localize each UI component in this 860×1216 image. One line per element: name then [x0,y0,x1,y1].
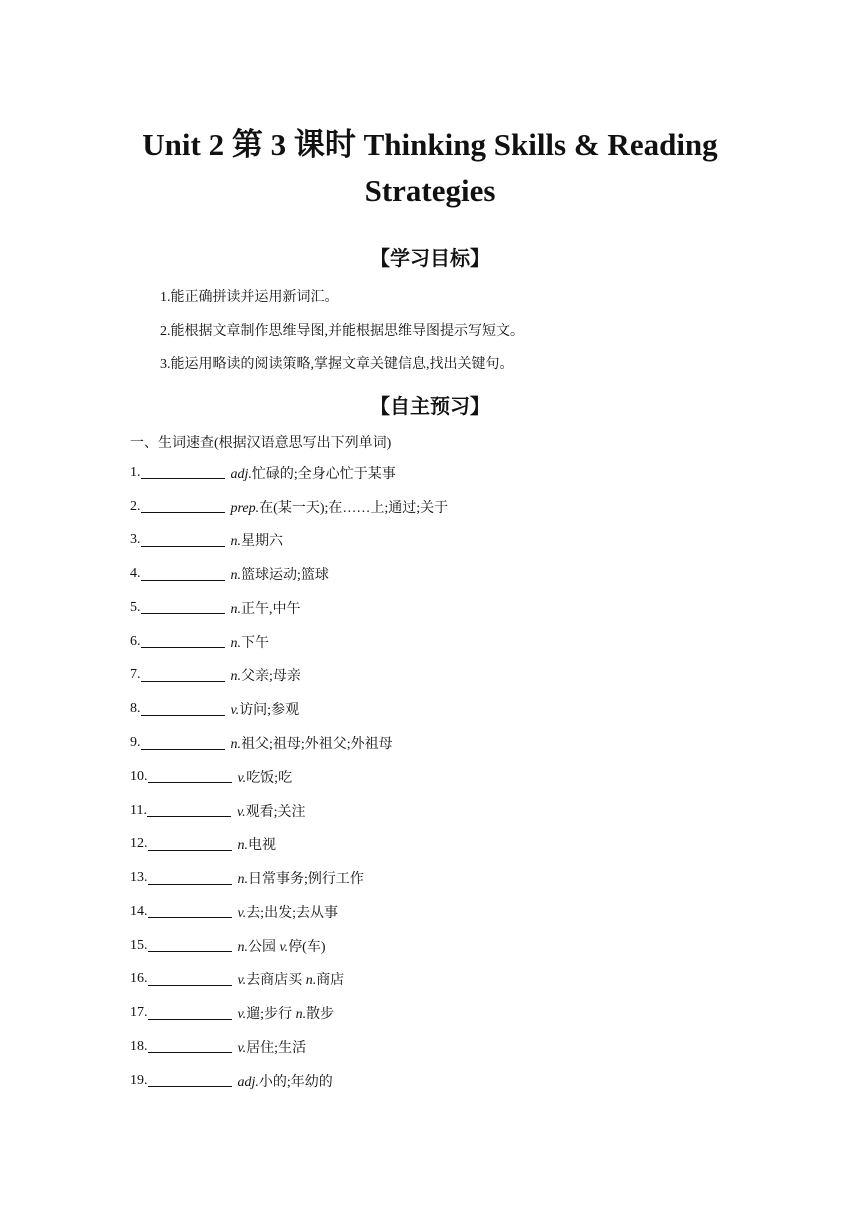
vocab-meaning [231,463,396,483]
vocab-meaning [231,530,284,550]
definition: 在(某一天);在……上;通过;关于 [259,500,449,516]
part-of-speech: n. [295,1007,307,1023]
vocab-item [130,659,448,693]
part-of-speech: v. [237,1040,247,1056]
definition: 篮球运动;篮球 [241,568,329,584]
answer-blank[interactable] [141,703,225,716]
section-heading-self-preview: 【自主预习】 [370,394,490,418]
answer-blank[interactable] [148,905,232,918]
part-of-speech: n. [237,939,248,955]
part-of-speech: n. [305,973,317,989]
part-of-speech: prep. [230,500,260,516]
part-of-speech: n. [237,872,248,888]
vocab-item [130,760,448,794]
section-heading-learning-goals: 【学习目标】 [370,246,490,270]
part-of-speech: v. [230,703,240,719]
vocab-meaning [238,1003,335,1023]
answer-blank[interactable] [141,737,225,750]
goal-item: 2.能根据文章制作思维导图,并能根据思维导图提示写短文。 [160,324,524,339]
vocab-number: 8. [130,701,141,717]
vocab-instructions: 一、生词速查(根据汉语意思写出下列单词) [130,436,392,451]
answer-blank[interactable] [148,1040,232,1053]
vocab-meaning [231,497,449,517]
definition: 祖父;祖母;外祖父;外祖母 [241,737,393,752]
vocab-number: 5. [130,599,141,615]
definition: 访问;参观 [239,703,300,719]
definition: 去;出发;去从事 [246,905,338,921]
definition: 散步 [306,1007,335,1023]
definition: 电视 [248,838,276,854]
vocab-meaning [238,902,338,922]
vocab-number: 17. [130,1005,148,1021]
vocab-item [130,524,448,558]
vocab-number: 7. [130,667,141,683]
vocab-item [130,929,448,963]
vocab-item [130,692,448,726]
definition: 去商店买 [246,973,306,989]
vocab-item [130,726,448,760]
answer-blank[interactable] [141,568,225,581]
vocab-number: 15. [130,937,148,953]
vocab-number: 3. [130,532,141,548]
part-of-speech: v. [237,905,247,921]
answer-blank[interactable] [148,973,232,986]
vocab-number: 16. [130,971,148,987]
vocab-meaning [231,564,329,584]
definition: 停(车) [288,939,326,955]
goal-item: 3.能运用略读的阅读策略,掌握文章关键信息,找出关键句。 [160,357,514,372]
vocab-meaning [238,767,293,787]
answer-blank[interactable] [141,534,225,547]
part-of-speech: n. [230,601,241,617]
definition: 吃饭;吃 [246,770,293,786]
vocab-meaning [231,598,301,618]
vocab-number: 13. [130,870,148,886]
vocab-meaning [231,665,301,685]
part-of-speech: adj. [237,1074,259,1090]
definition: 商店 [316,973,345,989]
vocab-number: 4. [130,566,141,582]
answer-blank[interactable] [148,770,232,783]
vocab-item [130,861,448,895]
part-of-speech: n. [230,568,241,584]
answer-blank[interactable] [148,838,232,851]
vocab-item [130,962,448,996]
definition: 居住;生活 [246,1040,307,1056]
vocab-number: 6. [130,633,141,649]
vocab-meaning [231,699,300,719]
vocab-item [130,996,448,1030]
definition: 小的;年幼的 [258,1074,333,1090]
part-of-speech: n. [230,737,241,752]
vocab-meaning [238,868,364,888]
vocab-item [130,625,448,659]
part-of-speech: n. [230,635,241,651]
answer-blank[interactable] [148,872,232,885]
vocab-meaning [238,834,277,854]
part-of-speech: n. [230,669,241,685]
answer-blank[interactable] [141,669,225,682]
vocab-meaning [231,733,393,753]
part-of-speech: v. [237,1007,247,1023]
part-of-speech: v. [279,939,289,955]
vocab-list [130,456,448,1098]
definition: 公园 [248,939,280,955]
part-of-speech: v. [237,770,247,786]
definition: 日常事务;例行工作 [248,872,364,888]
vocab-meaning [238,969,345,989]
answer-blank[interactable] [148,1007,232,1020]
vocab-number: 14. [130,903,148,919]
definition: 正午,中午 [241,601,301,617]
answer-blank[interactable] [141,635,225,648]
vocab-meaning [238,1071,333,1091]
vocab-meaning [231,632,270,652]
part-of-speech: n. [237,838,248,854]
definition: 下午 [241,635,269,651]
vocab-number: 2. [130,498,141,514]
vocab-item [130,827,448,861]
vocab-item [130,1030,448,1064]
vocab-item [130,1064,448,1098]
definition: 父亲;母亲 [241,669,301,685]
vocab-item [130,591,448,625]
answer-blank[interactable] [148,1074,232,1087]
part-of-speech: v. [237,973,247,989]
answer-blank[interactable] [141,466,225,479]
vocab-item [130,895,448,929]
vocab-meaning [238,1037,307,1057]
part-of-speech: n. [230,534,241,550]
vocab-number: 11. [130,802,147,818]
goal-item: 1.能正确拼读并运用新词汇。 [160,290,339,305]
vocab-number: 9. [130,735,141,750]
vocab-item [130,456,448,490]
answer-blank[interactable] [141,601,225,614]
vocab-number: 1. [130,464,141,480]
definition: 观看;关注 [245,804,306,820]
vocab-meaning [237,801,306,821]
vocab-number: 18. [130,1038,148,1054]
vocab-meaning [238,936,326,956]
vocab-number: 10. [130,768,148,784]
vocab-item [130,794,448,828]
definition: 遛;步行 [246,1007,296,1023]
vocab-item [130,490,448,524]
answer-blank[interactable] [148,939,232,952]
answer-blank[interactable] [147,804,231,817]
vocab-number: 19. [130,1072,148,1088]
definition: 星期六 [241,534,283,550]
answer-blank[interactable] [141,500,225,513]
definition: 忙碌的;全身心忙于某事 [251,466,396,482]
part-of-speech: adj. [230,466,252,482]
vocab-item [130,557,448,591]
part-of-speech: v. [236,804,246,820]
vocab-number: 12. [130,836,148,852]
page-title: Unit 2 第 3 课时 Thinking Skills & Reading Strategies [142,127,718,208]
